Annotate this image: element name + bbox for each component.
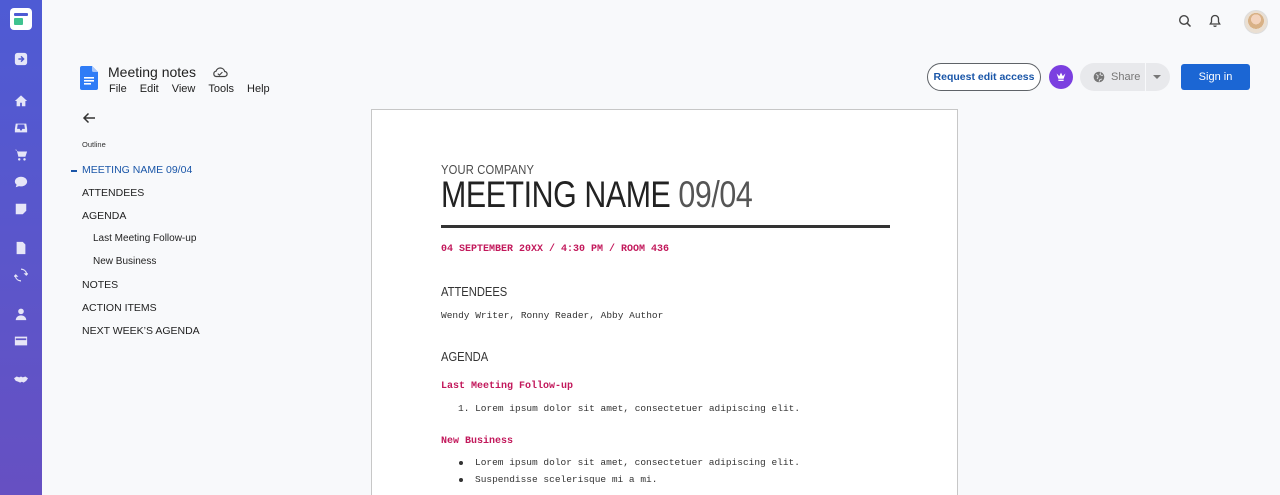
outline-item-action-items[interactable]: ACTION ITEMS	[82, 302, 157, 314]
share-button[interactable]	[1080, 63, 1170, 91]
outline-item-meeting-name[interactable]: MEETING NAME 09/04	[82, 164, 193, 176]
meeting-meta: 04 SEPTEMBER 20XX / 4:30 PM / ROOM 436	[441, 244, 670, 255]
outline-item-attendees[interactable]: ATTENDEES	[82, 187, 145, 199]
cloud-saved-icon	[212, 66, 228, 78]
user-icon[interactable]	[13, 306, 29, 322]
follow-up-heading: Last Meeting Follow-up	[441, 381, 574, 392]
menu-file[interactable]: File	[109, 83, 127, 95]
home-icon[interactable]	[13, 93, 29, 109]
document-page[interactable]	[371, 109, 958, 495]
sign-in-arrow-icon[interactable]	[13, 51, 29, 67]
search-icon[interactable]	[1177, 13, 1193, 29]
document-title: Meeting notes	[108, 64, 196, 80]
menu-view[interactable]: View	[171, 83, 196, 95]
menu-edit[interactable]: Edit	[139, 83, 159, 95]
heading-rule	[441, 225, 890, 228]
share-divider	[1145, 63, 1146, 91]
app-logo-icon[interactable]	[10, 8, 32, 30]
attendees-heading: ATTENDEES	[441, 284, 508, 299]
new-business-item: Suspendisse scelerisque mi a mi.	[475, 474, 658, 485]
heading-date: 09/04	[678, 174, 753, 215]
extension-icon[interactable]	[1049, 65, 1073, 89]
outline-item-agenda[interactable]: AGENDA	[82, 210, 127, 222]
notes-icon[interactable]	[13, 201, 29, 217]
outline-item-last-meeting-follow-up[interactable]: Last Meeting Follow-up	[93, 233, 197, 244]
share-dropdown-caret-icon[interactable]	[1153, 75, 1161, 79]
outline-label: Outline	[82, 140, 106, 149]
card-icon[interactable]	[13, 333, 29, 349]
menu-tools[interactable]: Tools	[208, 83, 235, 95]
menu-bar	[109, 83, 283, 95]
request-edit-access-button[interactable]: Request edit access	[927, 63, 1041, 91]
new-business-item: Lorem ipsum dolor sit amet, consectetuer adipiscing elit.	[475, 457, 800, 468]
back-arrow-icon[interactable]	[82, 111, 96, 125]
chat-icon[interactable]	[13, 174, 29, 190]
share-label: Share	[1111, 71, 1141, 83]
attendees-text: Wendy Writer, Ronny Reader, Abby Author	[441, 310, 664, 321]
outline-item-notes[interactable]: NOTES	[82, 279, 119, 291]
follow-up-item: 1. Lorem ipsum dolor sit amet, consectetuer adipiscing elit.	[458, 403, 801, 414]
agenda-heading: AGENDA	[441, 349, 489, 364]
bullet-icon	[459, 478, 463, 482]
outline-item-next-weeks-agenda[interactable]: NEXT WEEK’S AGENDA	[82, 325, 200, 337]
company-name: YOUR COMPANY	[441, 162, 535, 177]
heading-name: MEETING NAME	[441, 174, 671, 215]
bullet-icon	[459, 461, 463, 465]
globe-icon	[1093, 71, 1105, 83]
sync-icon[interactable]	[13, 267, 29, 283]
notification-bell-icon[interactable]	[1207, 13, 1223, 29]
user-avatar[interactable]	[1244, 10, 1268, 34]
document-heading	[441, 174, 752, 216]
new-business-heading: New Business	[441, 436, 514, 447]
cart-icon[interactable]	[13, 147, 29, 163]
inbox-icon[interactable]	[13, 120, 29, 136]
handshake-icon[interactable]	[13, 372, 29, 388]
document-icon[interactable]	[13, 240, 29, 256]
menu-help[interactable]: Help	[247, 83, 270, 95]
app-rail	[0, 0, 42, 495]
outline-item-new-business[interactable]: New Business	[93, 256, 157, 267]
sign-in-button[interactable]: Sign in	[1181, 64, 1250, 90]
google-docs-logo-icon[interactable]	[80, 66, 98, 90]
active-outline-marker	[71, 170, 77, 172]
